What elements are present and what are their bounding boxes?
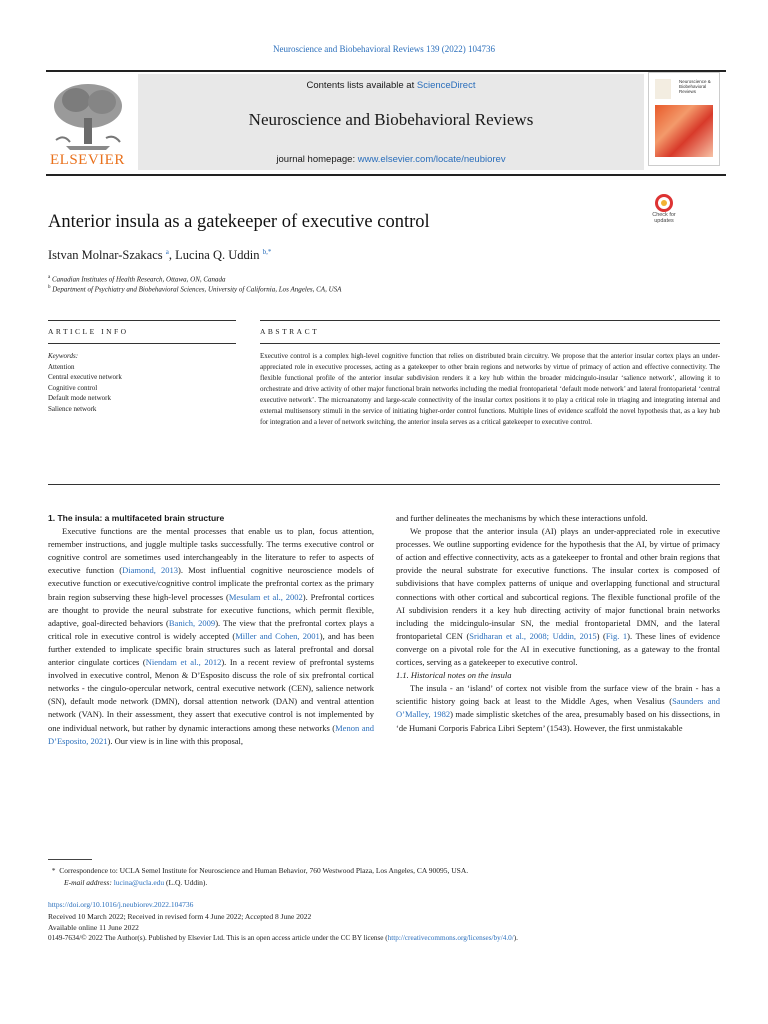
cover-publisher-mark [655,79,671,99]
keyword-item[interactable]: Attention [48,362,75,371]
body-left-column [48,512,374,748]
abstract-bottom-rule [48,484,720,485]
author-name[interactable]: Istvan Molnar-Szakacs [48,248,163,263]
check-for-updates-label: Check for updates [652,212,676,224]
affiliation-marker[interactable]: b,* [262,248,272,256]
homepage-line [138,154,644,165]
doi-link[interactable]: https://doi.org/10.1016/j.neubiorev.2022.104736 [48,900,194,909]
subsection-heading: 1.1. Historical notes on the insula [396,670,512,681]
citation-link[interactable]: Diamond, 2013 [122,565,178,576]
email-link[interactable]: lucina@ucla.edu [113,878,165,887]
correspondence-footnote [48,865,468,876]
check-for-updates-button[interactable] [648,194,680,230]
affiliation-a [48,275,226,283]
body-paragraph: We propose that the anterior insula (AI) plays an under-appreciated role in executive processes. We outline supporting evidence for the hypothesis that the AI, by virtue of primacy of action and effective connectivity, acts as a gatekeeper to frontal and other brain regions that provide the neural substrate for executive functions. The insular cortex is composed of subdivisions that have complex patterns of unique and overlapping functional and structural connections with other cortical and subcortical regions. The flexible functional profile of the AI subdivision renders it a key hub directing activity of major functional brain networks including the midcingulo-insular SN, the medial frontoparietal DMN, and the lateral frontoparietal CEN (Sridharan et al., 2008; Uddin, 2015) (Fig. 1). These lines of evidence converge on a pivotal role for the AI in executive functioning, as a gateway to the frontal cortices, serving as a gatekeeper to executive control. [396,526,720,668]
contents-prefix: Contents lists available at [306,80,417,91]
elsevier-wordmark: ELSEVIER [50,152,125,168]
license-line [48,933,728,944]
masthead-bottom-rule [46,174,726,176]
correspondence-text: Correspondence to: UCLA Semel Institute for Neuroscience and Human Behavior, 760 Westwood Plaza, Los Angeles, CA 90095, USA. [59,866,469,875]
abstract-subrule [260,343,720,344]
abstract-rule [260,320,720,321]
cover-title: Neuroscience & Biobehavioral Reviews [679,79,711,94]
keyword-item[interactable]: Central executive network [48,373,122,381]
article-info-subrule [48,343,236,344]
citation-link[interactable]: Miller and Cohen, 2001 [235,630,320,641]
check-for-updates-icon [655,194,673,212]
cover-artwork [655,105,713,157]
footnote-rule [48,859,92,860]
online-date: Available online 11 June 2022 [48,923,139,932]
keyword-item[interactable]: Default mode network [48,394,111,402]
article-info-rule [48,320,236,321]
journal-title: Neuroscience and Biobehavioral Reviews [248,110,534,129]
received-dates: Received 10 March 2022; Received in revised form 4 June 2022; Accepted 8 June 2022 [48,912,312,921]
license-suffix: ). [513,934,518,942]
keywords-label: Keywords: [48,352,79,360]
article-info-heading: ARTICLE INFO [48,327,129,336]
masthead-top-rule [46,70,726,72]
contents-line [138,80,644,91]
citation-link[interactable]: Menon and D’Esposito, 2021 [48,722,374,746]
keyword-item[interactable]: Cognitive control [48,383,98,392]
footnote-marker: * [51,866,56,875]
email-suffix: (L.Q. Uddin). [166,878,208,887]
license-text: 0149-7634/© 2022 The Author(s). Published by Elsevier Ltd. This is an open access article under the CC BY license ( [48,934,388,942]
abstract-text: Executive control is a complex high-level cognitive function that relies on distributed brain circuitry. We propose that the anterior insular cortex plays an under-appreciated role in executive processes, acting as a gatekeeper to other brain regions and networks by virtue of primacy of action and effective connectivity. The flexible functional profile of the anterior insular subdivision renders it a key hub within the broader midcingulo-insular ‘salience network’, allowing it to orchestrate and drive activity of other major functional brain networks including the medial frontoparietal ‘default mode network’ and lateral frontoparietal ‘central executive network’. The microanatomy and large-scale connectivity of the insular cortex positions it to play a critical role in triaging and integrating internal and external multisensory stimuli in the service of initiating higher-order control functions. Multiple lines of evidence scaffold the novel hypothesis that, as a key hub for integration and a lever of network switching, the anterior insula serves as a critical gatekeeper to executive control. [260,352,720,426]
section-heading: 1. The insula: a multifaceted brain structure [48,513,225,523]
license-link[interactable]: http://creativecommons.org/licenses/by/4.0/ [387,934,514,942]
masthead-center-panel [138,74,644,170]
doi-line [48,899,193,910]
email-label: E-mail address: [64,878,112,887]
affiliation-text: Department of Psychiatry and Biobehavioral Sciences, University of California, Los Angeles, CA, USA [52,285,342,294]
body-right-column [396,512,720,735]
citation-link[interactable]: Saunders and O’Malley, 1982 [396,696,721,720]
body-paragraph: Executive functions are the mental processes that enable us to plan, focus attention, remember instructions, and juggle multiple tasks successfully. The terms executive control or cognitive control are sometimes used interchangeably in the literature to refer to aspects of executive function (Diamond, 2013). Most influential cognitive neuroscience models of executive function or executive/cognitive control implicate the prefrontal cortex as the primary brain region subserving these high-level processes (Mesulam et al., 2002). Prefrontal cortices are thought to provide the neural substrate for executive functions, which permit flexible, adaptive, goal-directed behaviors (Banich, 2009). The view that the prefrontal cortex plays a critical role in executive control is widely accepted (Miller and Cohen, 2001), and has been further extended to implicate specific brain structures such as lateral prefrontal and dorsal anterior cingulate cortices (Niendam et al., 2012). In a recent review of prefrontal systems involved in executive control, Menon & D’Esposito discuss the role of six prefrontal cortical networks - the cingulo-opercular network, central executive network (CEN), salience network (SN), default mode network (DMN), dorsal attention network (DAN) and ventral attention network (VAN). In their assessment, they assert that executive control is not implemented by one individual network, but rather by dynamic interactions among these networks (Menon and D’Esposito, 2021). Our view is in line with this proposal, [48,526,375,746]
journal-cover-image[interactable] [648,72,720,166]
citation-link[interactable]: Sridharan et al., 2008; Uddin, 2015 [469,630,597,641]
abstract-heading: ABSTRACT [260,327,320,336]
journal-reference[interactable]: Neuroscience and Biobehavioral Reviews 139 (2022) 104736 [273,44,495,54]
affiliation-text: Canadian Institutes of Health Research, Ottawa, ON, Canada [51,275,226,284]
sciencedirect-link[interactable]: ScienceDirect [416,80,476,91]
citation-link[interactable]: Banich, 2009 [168,617,216,628]
email-footnote [64,877,207,888]
citation-link[interactable]: Niendam et al., 2012 [145,657,222,668]
keyword-item[interactable]: Salience network [48,404,97,413]
affiliation-label: b [48,285,51,290]
affiliation-label: a [48,275,51,280]
author-name[interactable]: Lucina Q. Uddin [175,248,260,263]
affiliation-marker[interactable]: a [165,248,169,256]
journal-homepage-link[interactable]: www.elsevier.com/locate/neubiorev [357,154,506,165]
journal-masthead [46,70,726,176]
body-paragraph: The insula - an ‘island’ of cortex not visible from the surface view of the brain - has a scientific history going back at least to the Middle Ages, when Vesalius (Saunders and O’Malley, 1982) made simplistic sketches of the area, presumably based on his dissections, in ‘de Humani Corporis Fabrica Libri Septem’ (1543). However, the first unmistakable [396,683,721,733]
body-paragraph: and further delineates the mechanisms by which these interactions unfold. [396,513,648,523]
homepage-prefix: journal homepage: [276,154,358,165]
figure-link[interactable]: Fig. 1 [605,630,628,641]
author-list: Istvan Molnar-Szakacs $^a$, Lucina Q. Uddin $^{b,*}$ [48,248,272,263]
keywords-block [48,351,228,414]
citation-link[interactable]: Mesulam et al., 2002 [228,591,303,602]
affiliation-b [48,285,341,293]
article-title: Anterior insula as a gatekeeper of executive control [48,212,430,232]
